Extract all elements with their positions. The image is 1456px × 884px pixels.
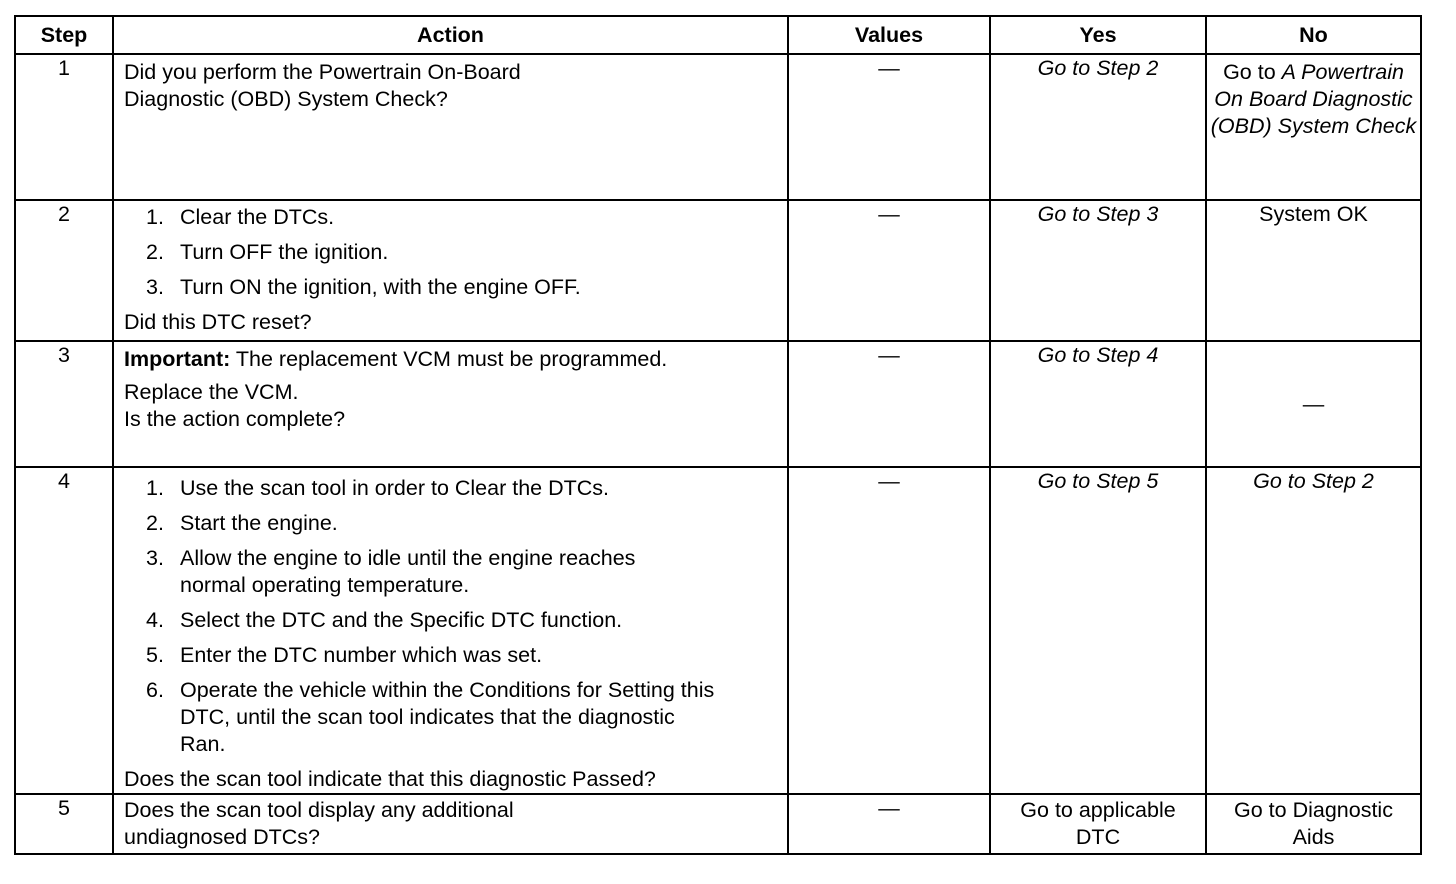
no-cell: Go to Step 2 <box>1206 467 1421 794</box>
yes-cell: Go to applicable DTC <box>990 794 1206 854</box>
step-number: 3 <box>15 341 113 467</box>
table-row-step-2 <box>15 200 1421 341</box>
step-number: 5 <box>15 794 113 854</box>
action-cell <box>113 341 788 467</box>
action-text: Did you perform the Powertrain On-Board Diagnostic (OBD) System Check? <box>124 60 521 111</box>
step-number: 1 <box>15 54 113 200</box>
action-cell <box>113 54 788 200</box>
values-cell: — <box>788 341 990 467</box>
action-cell <box>113 467 788 794</box>
list-item: 2. Start the engine. <box>146 511 338 535</box>
step-number: 4 <box>15 467 113 794</box>
no-cell: System OK <box>1206 200 1421 341</box>
list-item: 4. Select the DTC and the Specific DTC function. <box>146 608 623 632</box>
action-list <box>124 204 777 301</box>
action-cell <box>113 200 788 341</box>
list-item: 3. Turn ON the ignition, with the engine OFF. <box>146 275 581 299</box>
yes-cell: Go to Step 5 <box>990 467 1206 794</box>
no-cell: — <box>1206 341 1421 467</box>
table-row-step-4 <box>15 467 1421 794</box>
action-question: Did this DTC reset? <box>124 310 312 334</box>
values-cell: — <box>788 794 990 854</box>
values-cell: — <box>788 200 990 341</box>
table-row-step-5 <box>15 794 1421 854</box>
header-action: Action <box>113 16 788 54</box>
action-question: Does the scan tool indicate that this diagnostic Passed? <box>124 767 656 791</box>
table-row-step-3 <box>15 341 1421 467</box>
action-line: Replace the VCM. <box>124 380 299 404</box>
list-item: 2. Turn OFF the ignition. <box>146 240 389 264</box>
list-item: 3. Allow the engine to idle until the engine reaches normal operating temperature. <box>146 546 636 597</box>
header-no: No <box>1206 16 1421 54</box>
list-item: 1. Use the scan tool in order to Clear the DTCs. <box>146 476 609 500</box>
yes-cell: Go to Step 2 <box>990 54 1206 200</box>
list-item: 5. Enter the DTC number which was set. <box>146 643 543 667</box>
no-prefix: Go to <box>1223 60 1282 84</box>
header-row <box>15 16 1421 54</box>
action-list <box>124 475 777 758</box>
header-values: Values <box>788 16 990 54</box>
header-yes: Yes <box>990 16 1206 54</box>
action-question: Is the action complete? <box>124 407 346 431</box>
no-cell: Go to Diagnostic Aids <box>1206 794 1421 854</box>
important-note <box>124 346 777 373</box>
table-row-step-1 <box>15 54 1421 200</box>
yes-cell: Go to Step 3 <box>990 200 1206 341</box>
no-cell <box>1206 54 1421 200</box>
header-step: Step <box>15 16 113 54</box>
list-item: 1. Clear the DTCs. <box>146 205 335 229</box>
list-item: 6. Operate the vehicle within the Conditions for Setting this DTC, until the scan tool indicates that the diagnostic Ran. <box>146 678 715 756</box>
diagnostic-table <box>14 15 1422 855</box>
action-cell <box>113 794 788 854</box>
action-text: Does the scan tool display any additional undiagnosed DTCs? <box>124 798 514 849</box>
no-link[interactable]: A Powertrain On Board Diagnostic (OBD) System Check <box>1210 60 1417 138</box>
values-cell: — <box>788 54 990 200</box>
yes-cell: Go to Step 4 <box>990 341 1206 467</box>
values-cell: — <box>788 467 990 794</box>
step-number: 2 <box>15 200 113 341</box>
important-label: Important: <box>124 347 231 371</box>
important-text: The replacement VCM must be programmed. <box>230 347 668 371</box>
